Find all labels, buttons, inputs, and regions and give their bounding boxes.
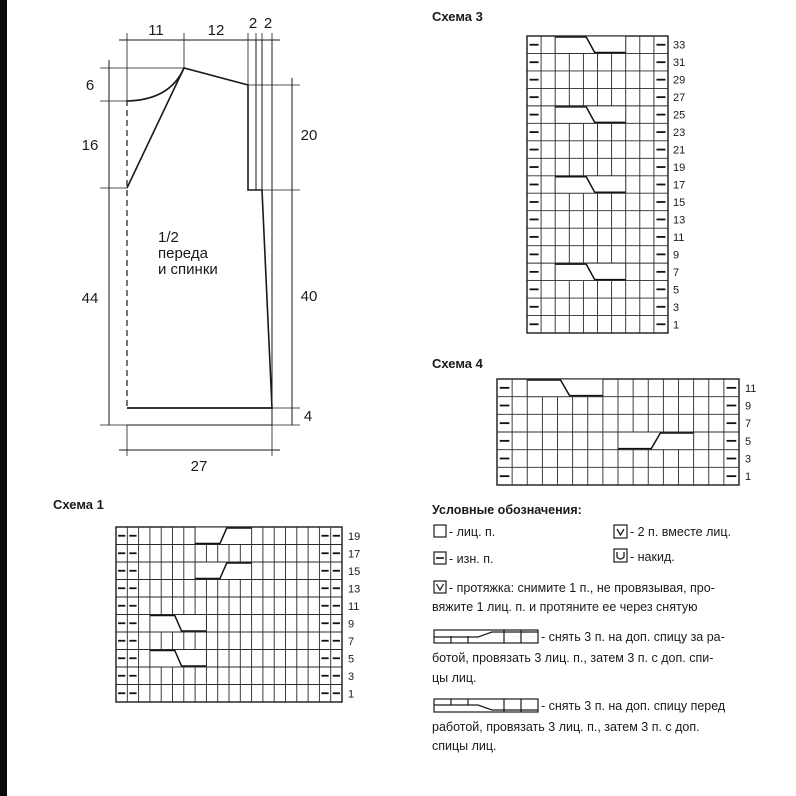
legend-cable-back-line3: цы лиц.	[432, 671, 477, 685]
legend-cable-back-line2: ботой, провязать 3 лиц. п., затем 3 п. с доп. спи-	[432, 651, 714, 665]
dim-right-40: 40	[300, 288, 318, 305]
legend-k2tog: - 2 п. вместе лиц.	[630, 525, 731, 539]
piece-label-line1: 1/2	[158, 229, 179, 246]
legend-pulled-line2: вяжите 1 лиц. п. и протяните ее через снятую	[432, 600, 698, 614]
dimension-labels	[82, 15, 318, 475]
dim-left-6: 6	[85, 77, 95, 94]
dim-top-11: 11	[148, 22, 164, 39]
scheme1-row-number: 1	[348, 688, 355, 701]
scheme3-row-number: 1	[673, 319, 680, 332]
scheme4-row-number: 1	[745, 471, 752, 484]
scheme4-row-number: 3	[745, 453, 752, 466]
scheme3-row-number: 9	[673, 249, 680, 262]
scheme3-row-number: 7	[673, 266, 680, 279]
dim-left-44: 44	[81, 290, 99, 307]
scheme3-row-number: 29	[673, 74, 686, 87]
scheme4-title: Схема 4	[432, 356, 483, 371]
scheme1-row-number: 19	[348, 530, 361, 543]
dim-top-12: 12	[207, 22, 225, 39]
scheme3-row-number: 23	[673, 127, 686, 140]
dim-left-16: 16	[81, 137, 99, 154]
dim-right-20: 20	[300, 127, 318, 144]
scheme1-row-number: 13	[348, 583, 361, 596]
scheme4-row-number: 9	[745, 400, 752, 413]
scheme3-row-number: 11	[673, 231, 685, 244]
piece-label-line3: и спинки	[158, 261, 218, 278]
legend-title: Условные обозначения:	[432, 503, 582, 517]
dim-right-4: 4	[303, 408, 313, 425]
legend-purl: - изн. п.	[449, 552, 494, 566]
knit-symbol-icon	[434, 525, 446, 537]
dim-bottom-27: 27	[190, 458, 208, 475]
pulled-stitch-symbol-icon	[434, 581, 446, 593]
piece-label-line2: переда	[158, 245, 208, 262]
legend-cable-front-line2: работой, провязать 3 лиц. п., затем 3 п. с доп.	[432, 720, 700, 734]
scheme1-row-number: 11	[348, 600, 360, 613]
scheme1-row-number: 3	[348, 670, 355, 683]
dim-top-2a: 2	[248, 15, 258, 32]
yarnover-symbol-icon	[614, 549, 627, 562]
scheme3-row-number: 31	[673, 57, 686, 70]
scheme3-row-number: 13	[673, 214, 686, 227]
scheme3-chart	[527, 36, 685, 333]
scheme4-row-number: 11	[745, 382, 757, 395]
scheme1-row-number: 17	[348, 548, 361, 561]
scheme1-row-number: 7	[348, 635, 355, 648]
scheme4-row-number: 7	[745, 418, 752, 431]
scheme4-chart	[497, 379, 756, 485]
scheme3-row-number: 3	[673, 301, 680, 314]
scheme1-chart	[116, 527, 360, 702]
scheme3-row-number: 27	[673, 92, 686, 105]
legend-pulled-line1: - протяжка: снимите 1 п., не провязывая, про-	[449, 581, 715, 595]
scheme3-row-number: 15	[673, 196, 686, 209]
scheme1-row-number: 5	[348, 653, 355, 666]
scheme1-title: Схема 1	[53, 497, 104, 512]
legend-cable-front-line3: спицы лиц.	[432, 739, 497, 753]
scheme1-row-number: 15	[348, 565, 361, 578]
scheme1-row-number: 9	[348, 618, 355, 631]
scheme3-row-number: 21	[673, 144, 686, 157]
dim-top-2b: 2	[263, 15, 273, 32]
garment-schematic	[127, 40, 272, 425]
scheme3-row-number: 17	[673, 179, 686, 192]
cable-back-symbol-icon	[434, 630, 538, 643]
scheme3-title: Схема 3	[432, 9, 483, 24]
legend-yarnover: - накид.	[630, 550, 675, 564]
scheme3-row-number: 33	[673, 39, 686, 52]
legend	[432, 503, 731, 753]
legend-cable-front-line1: - снять 3 п. на доп. спицу перед	[541, 699, 726, 713]
scheme3-row-number: 19	[673, 162, 686, 175]
legend-knit: - лиц. п.	[449, 525, 496, 539]
scheme3-row-number: 25	[673, 109, 686, 122]
scheme4-row-number: 5	[745, 435, 752, 448]
legend-cable-back-line1: - снять 3 п. на доп. спицу за ра-	[541, 630, 725, 644]
garment-outline	[127, 68, 272, 408]
scheme3-row-number: 5	[673, 284, 680, 297]
cable-front-symbol-icon	[434, 699, 538, 712]
